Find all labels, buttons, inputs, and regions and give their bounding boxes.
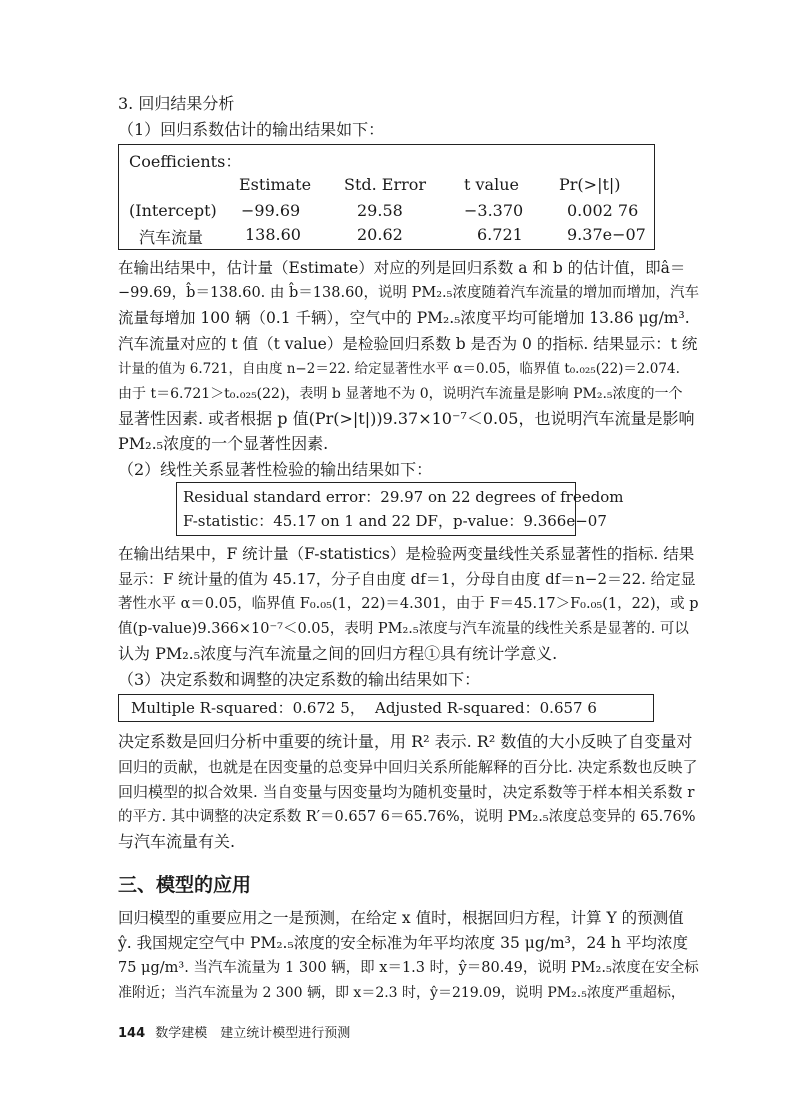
para5-line4: 准附近；当汽车流量为 2 300 辆，即 x＝2.3 时，ŷ＝219.09，说明 PM₂.₅浓度严重超标，	[118, 985, 685, 1001]
row-traffic-stderr: 20.62	[357, 225, 403, 244]
para2-line4: 显著性因素. 或者根据 p 值(Pr(>|t|))9.37×10⁻⁷＜0.05，也说明汽车流量是影响	[118, 409, 695, 428]
sub-2-heading: （2）线性关系显著性检验的输出结果如下：	[118, 460, 433, 479]
para3-line4: 值(p-value)9.366×10⁻⁷＜0.05，表明 PM₂.₅浓度与汽车流量的线性关系是显著的. 可以	[118, 621, 689, 637]
row-traffic-estimate: 138.60	[245, 225, 301, 244]
row-intercept-name: (Intercept)	[129, 201, 217, 220]
para5-line2: ŷ. 我国规定空气中 PM₂.₅浓度的安全标准为年平均浓度 35 μg/m³，24 h 平均浓度	[118, 934, 688, 952]
para2-line1: 汽车流量对应的 t 值（t value）是检验回归系数 b 是否为 0 的指标. 结果显示：t 统	[118, 335, 698, 353]
page-footer	[118, 1022, 350, 1041]
multiple-r-squared: Multiple R-squared：0.672 5，	[131, 699, 365, 717]
coefficients-box	[118, 144, 655, 250]
sub-3-heading: （3）决定系数和调整的决定系数的输出结果如下：	[118, 670, 481, 689]
para3-line1: 在输出结果中，F 统计量（F-statistics）是检验两变量线性关系显著性的指标. 结果	[118, 545, 695, 563]
header-std-error: Std. Error	[344, 175, 427, 194]
para3-line3: 著性水平 α＝0.05，临界值 F₀.₀₅(1，22)＝4.301，由于 F＝45.17＞F₀.₀₅(1，22)，或 p	[118, 596, 699, 612]
para4-line3: 回归模型的拟合效果. 当自变量与因变量均为随机变量时，决定系数等于样本相关系数 r	[118, 783, 695, 801]
para3-line2: 显示：F 统计量的值为 45.17，分子自由度 df＝1，分母自由度 df＝n−2＝22. 给定显	[118, 570, 696, 588]
row-intercept-pr: 0.002 76	[567, 201, 639, 220]
section-title: 三、模型的应用	[118, 874, 252, 896]
row-traffic-name: 汽车流量	[139, 228, 204, 247]
residual-se-text: Residual standard error：29.97 on 22 degrees of freedom	[183, 488, 624, 506]
para1-line1: 在输出结果中，估计量（Estimate）对应的列是回归系数 a 和 b 的估计值，即â＝	[118, 259, 686, 277]
para2-line2: 计量的值为 6.721，自由度 n−2＝22. 给定显著性水平 α＝0.05，临界值 t₀.₀₂₅(22)＝2.074.	[118, 361, 680, 377]
para5-line3: 75 μg/m³. 当汽车流量为 1 300 辆，即 x＝1.3 时，ŷ＝80.49，说明 PM₂.₅浓度在安全标	[118, 960, 699, 976]
f-statistic-text: F-statistic：45.17 on 1 and 22 DF，p-value：9.366e−07	[183, 512, 607, 530]
significance-box	[176, 482, 624, 536]
para4-line2: 回归的贡献，也就是在因变量的总变异中回归关系所能解释的百分比. 决定系数也反映了	[118, 758, 698, 776]
para4-line5: 与汽车流量有关.	[118, 832, 236, 851]
sub-1-heading: （1）回归系数估计的输出结果如下：	[118, 120, 385, 139]
page-number: 144	[118, 1026, 146, 1041]
footer-text: 数学建模 建立统计模型进行预测	[155, 1026, 351, 1041]
row-intercept-tvalue: −3.370	[464, 201, 524, 220]
para4-line4: 的平方. 其中调整的决定系数 R′＝0.657 6＝65.76%，说明 PM₂.₅浓度总变异的 65.76%	[118, 809, 696, 825]
row-traffic-tvalue: 6.721	[477, 225, 523, 244]
para3-line5: 认为 PM₂.₅浓度与汽车流量之间的回归方程①具有统计学意义.	[118, 644, 558, 663]
header-pr: Pr(>|t|)	[559, 175, 621, 194]
para2-line5: PM₂.₅浓度的一个显著性因素.	[118, 434, 329, 453]
header-t-value: t value	[464, 175, 519, 194]
r-squared-box	[118, 694, 654, 722]
row-intercept-stderr: 29.58	[357, 201, 403, 220]
row-traffic-pr: 9.37e−07	[567, 225, 646, 244]
para1-line2: −99.69，b̂＝138.60. 由 b̂＝138.60，说明 PM₂.₅浓度随着汽车流量的增加而增加，汽车	[118, 285, 699, 301]
para4-line1: 决定系数是回归分析中重要的统计量，用 R² 表示. R² 数值的大小反映了自变量对	[118, 732, 693, 751]
para2-line3: 由于 t＝6.721＞t₀.₀₂₅(22)，表明 b 显著地不为 0，说明汽车流量是影响 PM₂.₅浓度的一个	[118, 386, 683, 402]
para1-line3: 流量每增加 100 辆（0.1 千辆），空气中的 PM₂.₅浓度平均可能增加 13.86 μg/m³.	[118, 309, 690, 327]
adjusted-r-squared: Adjusted R-squared：0.657 6	[375, 699, 597, 717]
row-intercept-estimate: −99.69	[241, 201, 301, 220]
header-estimate: Estimate	[239, 175, 312, 194]
coefficients-title: Coefficients：	[129, 152, 242, 171]
section-3-heading: 3. 回归结果分析	[118, 94, 235, 113]
para5-line1: 回归模型的重要应用之一是预测，在给定 x 值时，根据回归方程，计算 Y 的预测值	[118, 909, 684, 927]
